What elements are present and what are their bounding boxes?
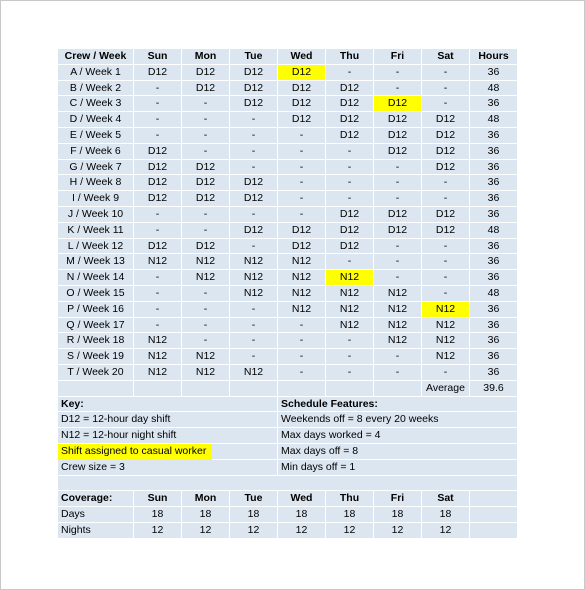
shift-cell: - <box>374 81 422 97</box>
shift-cell: D12 <box>422 160 470 176</box>
key-row-1 <box>58 412 518 428</box>
header-tue: Tue <box>230 49 278 65</box>
shift-cell: D12 <box>422 144 470 160</box>
shift-cell: - <box>374 160 422 176</box>
shift-cell: - <box>134 223 182 239</box>
coverage-header-row <box>58 491 518 507</box>
header-thu: Thu <box>326 49 374 65</box>
shift-cell: - <box>278 365 326 381</box>
crew-week-cell: Q / Week 17 <box>58 318 134 334</box>
header-row <box>58 49 518 65</box>
shift-cell: - <box>134 81 182 97</box>
shift-cell: - <box>182 333 230 349</box>
crew-week-cell: R / Week 18 <box>58 333 134 349</box>
hours-cell: 36 <box>470 349 518 365</box>
shift-cell: N12 <box>278 302 326 318</box>
hours-cell: 48 <box>470 81 518 97</box>
shift-cell: D12 <box>374 128 422 144</box>
shift-cell-casual: D12 <box>278 65 326 81</box>
shift-cell: N12 <box>134 349 182 365</box>
shift-cell: - <box>374 175 422 191</box>
shift-cell: - <box>230 318 278 334</box>
shift-cell: - <box>230 333 278 349</box>
shift-cell: N12 <box>278 270 326 286</box>
shift-cell: - <box>422 65 470 81</box>
shift-cell: - <box>134 207 182 223</box>
hours-cell: 36 <box>470 302 518 318</box>
shift-cell: - <box>374 191 422 207</box>
shift-cell: - <box>230 112 278 128</box>
shift-cell: D12 <box>422 128 470 144</box>
shift-cell: - <box>326 365 374 381</box>
shift-cell: - <box>134 302 182 318</box>
hours-cell: 36 <box>470 239 518 255</box>
shift-cell: N12 <box>326 318 374 334</box>
coverage-nights-value: 12 <box>278 523 326 539</box>
crew-week-cell: M / Week 13 <box>58 254 134 270</box>
shift-cell: - <box>422 270 470 286</box>
shift-cell: - <box>182 302 230 318</box>
table-row <box>58 239 518 255</box>
shift-cell: - <box>278 144 326 160</box>
shift-cell: - <box>374 270 422 286</box>
coverage-nights-label: Nights <box>58 523 134 539</box>
shift-cell: D12 <box>326 207 374 223</box>
crew-week-cell: L / Week 12 <box>58 239 134 255</box>
shift-cell: N12 <box>374 302 422 318</box>
shift-cell: - <box>134 270 182 286</box>
shift-cell: - <box>230 302 278 318</box>
shift-cell: - <box>182 144 230 160</box>
shift-cell: - <box>422 81 470 97</box>
feature-min-off: Min days off = 1 <box>281 460 356 473</box>
coverage-nights-value: 12 <box>182 523 230 539</box>
shift-cell: D12 <box>326 81 374 97</box>
table-row <box>58 223 518 239</box>
header-fri: Fri <box>374 49 422 65</box>
shift-cell: - <box>182 286 230 302</box>
shift-cell: D12 <box>374 223 422 239</box>
average-row <box>58 381 518 397</box>
header-wed: Wed <box>278 49 326 65</box>
coverage-header-wed: Wed <box>278 491 326 507</box>
table-row <box>58 302 518 318</box>
coverage-days-value: 18 <box>134 507 182 523</box>
shift-cell: D12 <box>134 65 182 81</box>
shift-cell: - <box>134 96 182 112</box>
table-row <box>58 128 518 144</box>
spacer-row <box>58 476 518 492</box>
table-row <box>58 318 518 334</box>
crew-week-cell: H / Week 8 <box>58 175 134 191</box>
shift-cell: - <box>134 318 182 334</box>
shift-cell: N12 <box>182 365 230 381</box>
shift-cell: D12 <box>326 239 374 255</box>
table-row <box>58 333 518 349</box>
crew-week-cell: G / Week 7 <box>58 160 134 176</box>
shift-cell: D12 <box>278 223 326 239</box>
shift-cell: - <box>374 239 422 255</box>
hours-cell: 48 <box>470 223 518 239</box>
key-row-2 <box>58 428 518 444</box>
feature-weekends: Weekends off = 8 every 20 weeks <box>281 413 439 426</box>
crew-week-cell: I / Week 9 <box>58 191 134 207</box>
shift-cell: - <box>422 286 470 302</box>
hours-cell: 36 <box>470 270 518 286</box>
hours-cell: 36 <box>470 254 518 270</box>
coverage-nights-row <box>58 523 518 539</box>
shift-cell: D12 <box>422 207 470 223</box>
coverage-nights-value: 12 <box>374 523 422 539</box>
shift-cell: - <box>374 65 422 81</box>
shift-cell: D12 <box>182 175 230 191</box>
shift-cell: - <box>230 239 278 255</box>
shift-cell: N12 <box>182 254 230 270</box>
shift-cell: - <box>278 333 326 349</box>
shift-cell: N12 <box>374 333 422 349</box>
feature-max-off: Max days off = 8 <box>281 444 359 457</box>
shift-cell: - <box>422 191 470 207</box>
shift-cell: D12 <box>134 175 182 191</box>
schedule-sheet <box>58 49 518 539</box>
shift-cell: - <box>374 254 422 270</box>
table-row <box>58 81 518 97</box>
coverage-header-thu: Thu <box>326 491 374 507</box>
average-value: 39.6 <box>470 381 518 397</box>
shift-cell: - <box>326 65 374 81</box>
table-row <box>58 160 518 176</box>
hours-cell: 48 <box>470 286 518 302</box>
shift-cell: - <box>182 207 230 223</box>
shift-cell: - <box>326 333 374 349</box>
coverage-header-tue: Tue <box>230 491 278 507</box>
crew-week-cell: N / Week 14 <box>58 270 134 286</box>
shift-cell: - <box>182 318 230 334</box>
shift-cell: D12 <box>326 96 374 112</box>
shift-cell: - <box>278 207 326 223</box>
shift-cell: D12 <box>374 144 422 160</box>
shift-cell: - <box>326 144 374 160</box>
shift-cell: D12 <box>278 112 326 128</box>
shift-cell: D12 <box>182 239 230 255</box>
shift-cell: - <box>326 175 374 191</box>
shift-cell: D12 <box>230 65 278 81</box>
crew-week-cell: T / Week 20 <box>58 365 134 381</box>
table-row <box>58 254 518 270</box>
shift-cell: D12 <box>134 239 182 255</box>
hours-cell: 36 <box>470 207 518 223</box>
feature-max-worked: Max days worked = 4 <box>281 429 381 442</box>
hours-cell: 36 <box>470 333 518 349</box>
header-mon: Mon <box>182 49 230 65</box>
shift-cell: D12 <box>182 160 230 176</box>
shift-cell: D12 <box>422 112 470 128</box>
coverage-nights-value: 12 <box>230 523 278 539</box>
shift-cell: N12 <box>422 349 470 365</box>
table-row <box>58 191 518 207</box>
shift-cell: D12 <box>134 144 182 160</box>
coverage-days-value: 18 <box>326 507 374 523</box>
shift-cell: - <box>422 175 470 191</box>
crew-week-cell: J / Week 10 <box>58 207 134 223</box>
shift-cell: N12 <box>230 254 278 270</box>
shift-cell: N12 <box>134 333 182 349</box>
hours-cell: 36 <box>470 175 518 191</box>
shift-cell: - <box>326 160 374 176</box>
shift-cell: - <box>422 239 470 255</box>
coverage-nights-value: 12 <box>422 523 470 539</box>
crew-week-cell: S / Week 19 <box>58 349 134 365</box>
shift-cell: D12 <box>230 81 278 97</box>
shift-cell: N12 <box>230 270 278 286</box>
shift-cell: - <box>278 191 326 207</box>
shift-cell: - <box>230 349 278 365</box>
shift-cell: N12 <box>374 318 422 334</box>
shift-cell: D12 <box>134 160 182 176</box>
crew-week-cell: B / Week 2 <box>58 81 134 97</box>
shift-cell: - <box>278 175 326 191</box>
table-row <box>58 365 518 381</box>
shift-cell: - <box>182 112 230 128</box>
hours-cell: 36 <box>470 128 518 144</box>
table-row <box>58 286 518 302</box>
shift-cell: D12 <box>134 191 182 207</box>
shift-cell: D12 <box>278 239 326 255</box>
key-n12: N12 = 12-hour night shift <box>61 429 177 442</box>
coverage-header-sun: Sun <box>134 491 182 507</box>
key-title-row <box>58 397 518 413</box>
hours-cell: 36 <box>470 144 518 160</box>
key-d12: D12 = 12-hour day shift <box>61 413 171 426</box>
table-row <box>58 270 518 286</box>
shift-cell: - <box>230 207 278 223</box>
coverage-days-value: 18 <box>374 507 422 523</box>
shift-cell: - <box>326 191 374 207</box>
shift-cell: D12 <box>182 191 230 207</box>
shift-cell: - <box>182 96 230 112</box>
average-label: Average <box>422 381 470 397</box>
shift-cell: D12 <box>230 96 278 112</box>
shift-cell: - <box>278 128 326 144</box>
hours-cell: 36 <box>470 191 518 207</box>
shift-cell: D12 <box>326 128 374 144</box>
hours-cell: 36 <box>470 318 518 334</box>
coverage-days-value: 18 <box>422 507 470 523</box>
crew-week-cell: E / Week 5 <box>58 128 134 144</box>
shift-cell: D12 <box>230 175 278 191</box>
shift-cell: N12 <box>326 286 374 302</box>
key-row-3 <box>58 444 518 460</box>
shift-cell: D12 <box>278 96 326 112</box>
shift-cell: N12 <box>422 333 470 349</box>
shift-cell: N12 <box>230 286 278 302</box>
shift-cell: - <box>422 254 470 270</box>
table-row <box>58 349 518 365</box>
shift-cell: - <box>278 160 326 176</box>
shift-cell: N12 <box>278 286 326 302</box>
shift-cell-casual: N12 <box>326 270 374 286</box>
shift-cell: N12 <box>422 318 470 334</box>
crew-week-cell: F / Week 6 <box>58 144 134 160</box>
key-crew-size: Crew size = 3 <box>61 460 125 473</box>
shift-cell: - <box>134 128 182 144</box>
header-sat: Sat <box>422 49 470 65</box>
shift-cell: D12 <box>278 81 326 97</box>
key-title: Key: <box>61 397 84 410</box>
coverage-days-label: Days <box>58 507 134 523</box>
shift-cell: N12 <box>326 302 374 318</box>
shift-cell: D12 <box>230 223 278 239</box>
crew-week-cell: O / Week 15 <box>58 286 134 302</box>
coverage-header-fri: Fri <box>374 491 422 507</box>
coverage-days-value: 18 <box>230 507 278 523</box>
hours-cell: 36 <box>470 365 518 381</box>
shift-cell: N12 <box>134 254 182 270</box>
shift-cell: N12 <box>182 349 230 365</box>
coverage-days-value: 18 <box>278 507 326 523</box>
shift-cell: N12 <box>182 270 230 286</box>
crew-week-cell: A / Week 1 <box>58 65 134 81</box>
shift-cell: N12 <box>134 365 182 381</box>
shift-cell: D12 <box>230 191 278 207</box>
hours-cell: 48 <box>470 112 518 128</box>
header-crew-week: Crew / Week <box>58 49 134 65</box>
features-title: Schedule Features: <box>281 397 378 410</box>
table-row <box>58 65 518 81</box>
shift-cell: - <box>182 223 230 239</box>
shift-cell: - <box>374 349 422 365</box>
crew-week-cell: D / Week 4 <box>58 112 134 128</box>
shift-cell: - <box>230 160 278 176</box>
shift-cell: D12 <box>182 81 230 97</box>
header-sun: Sun <box>134 49 182 65</box>
table-row <box>58 207 518 223</box>
shift-cell: - <box>278 349 326 365</box>
shift-cell-casual: D12 <box>374 96 422 112</box>
shift-cell-casual: N12 <box>422 302 470 318</box>
coverage-header-mon: Mon <box>182 491 230 507</box>
shift-cell: - <box>230 128 278 144</box>
crew-week-cell: P / Week 16 <box>58 302 134 318</box>
coverage-days-row <box>58 507 518 523</box>
shift-cell: D12 <box>422 223 470 239</box>
shift-cell: D12 <box>326 223 374 239</box>
shift-cell: D12 <box>182 65 230 81</box>
shift-cell: - <box>278 318 326 334</box>
hours-cell: 36 <box>470 65 518 81</box>
shift-cell: N12 <box>374 286 422 302</box>
shift-cell: N12 <box>230 365 278 381</box>
coverage-header-sat: Sat <box>422 491 470 507</box>
shift-cell: - <box>134 286 182 302</box>
shift-cell: D12 <box>374 207 422 223</box>
shift-cell: - <box>374 365 422 381</box>
shift-cell: - <box>230 144 278 160</box>
coverage-days-value: 18 <box>182 507 230 523</box>
table-row <box>58 96 518 112</box>
table-row <box>58 175 518 191</box>
hours-cell: 36 <box>470 96 518 112</box>
shift-cell: - <box>422 96 470 112</box>
hours-cell: 36 <box>470 160 518 176</box>
coverage-nights-value: 12 <box>326 523 374 539</box>
key-casual-highlight: Shift assigned to casual worker <box>58 444 212 460</box>
coverage-title: Coverage: <box>58 491 134 507</box>
crew-week-cell: C / Week 3 <box>58 96 134 112</box>
shift-cell: - <box>326 349 374 365</box>
shift-cell: - <box>326 254 374 270</box>
table-row <box>58 112 518 128</box>
shift-cell: D12 <box>326 112 374 128</box>
shift-cell: N12 <box>278 254 326 270</box>
key-row-4 <box>58 460 518 476</box>
schedule-rows <box>58 65 518 381</box>
shift-cell: - <box>134 112 182 128</box>
table-row <box>58 144 518 160</box>
shift-cell: - <box>182 128 230 144</box>
header-hours: Hours <box>470 49 518 65</box>
crew-week-cell: K / Week 11 <box>58 223 134 239</box>
shift-cell: D12 <box>374 112 422 128</box>
coverage-nights-value: 12 <box>134 523 182 539</box>
shift-cell: - <box>422 365 470 381</box>
